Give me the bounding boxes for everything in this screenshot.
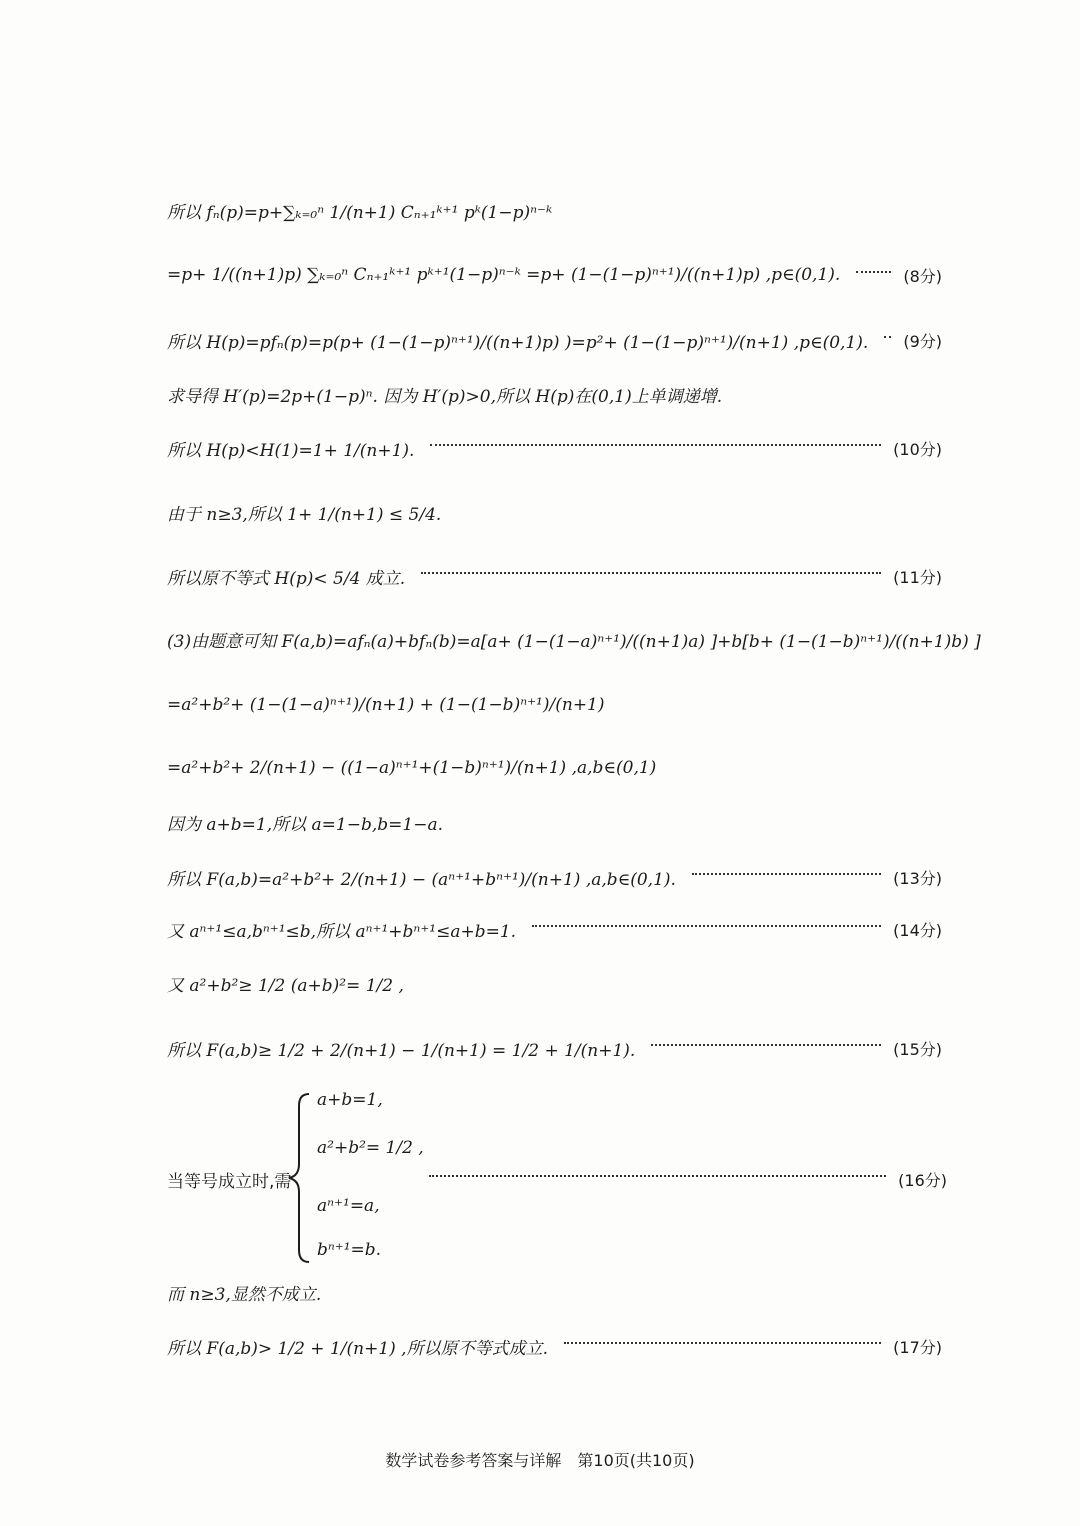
formula-text: =a²+b²+ (1−(1−a)ⁿ⁺¹)/(n+1) + (1−(1−b)ⁿ⁺¹)/(n+1) <box>167 695 605 715</box>
condition-case: aⁿ⁺¹=a, <box>317 1196 380 1216</box>
formula-text: =a²+b²+ 2/(n+1) − ((1−a)ⁿ⁺¹+(1−b)ⁿ⁺¹)/(n+1) ,a,b∈(0,1) <box>167 758 657 778</box>
equality-label: 当等号成立时,需 <box>167 1171 292 1192</box>
solution-line-8 <box>167 622 981 656</box>
score-label: (11分) <box>893 567 942 587</box>
score-label: (13分) <box>893 868 942 888</box>
solution-line-3 <box>167 323 942 357</box>
formula-text: 因为 a+b=1,所以 a=1−b,b=1−a. <box>167 814 443 835</box>
leader-dots <box>884 336 891 338</box>
formula-text: 所以 H(p)=pfₙ(p)=p(p+ (1−(1−p)ⁿ⁺¹)/((n+1)p) )=p²+ (1−(1−p)ⁿ⁺¹)/(n+1) ,p∈(0,1). <box>167 332 869 353</box>
solution-line-12 <box>167 860 942 894</box>
formula-text: 所以 F(a,b)≥ 1/2 + 2/(n+1) − 1/(n+1) = 1/2 + 1/(n+1). <box>167 1040 636 1061</box>
score-label: (9分) <box>903 331 942 351</box>
solution-line-5 <box>167 431 942 465</box>
solution-line-2 <box>167 258 942 292</box>
score-label: (15分) <box>893 1039 942 1059</box>
solution-line-7 <box>167 559 942 593</box>
leader-dots <box>421 572 881 574</box>
formula-text: 所以原不等式 H(p)< 5/4 成立. <box>167 568 406 589</box>
leader-dots <box>651 1044 881 1046</box>
score-label: (16分) <box>898 1170 947 1190</box>
formula-text: 由于 n≥3,所以 1+ 1/(n+1) ≤ 5/4. <box>167 504 442 525</box>
solution-line-14 <box>167 966 404 1000</box>
formula-text: (3)由题意可知 F(a,b)=afₙ(a)+bfₙ(b)=a[a+ (1−(1−a)ⁿ⁺¹)/((n+1)a) ]+b[b+ (1−(1−b)ⁿ⁺¹)/((n+1)b) ] <box>167 631 981 652</box>
formula-text: 而 n≥3,显然不成立. <box>167 1284 322 1305</box>
formula-text: 所以 F(a,b)> 1/2 + 1/(n+1) ,所以原不等式成立. <box>167 1338 548 1359</box>
solution-line-15 <box>167 1031 942 1065</box>
condition-case: bⁿ⁺¹=b. <box>317 1240 382 1260</box>
solution-line-4 <box>167 377 722 411</box>
solution-line-13 <box>167 912 942 946</box>
solution-line-9 <box>167 688 605 722</box>
solution-line-17 <box>167 1329 942 1363</box>
solution-line-1 <box>167 193 552 227</box>
score-label: (10分) <box>893 439 942 459</box>
page-footer: 数学试卷参考答案与详解 第10页(共10页) <box>385 1451 695 1470</box>
condition-case: a²+b²= 1/2 , <box>317 1138 424 1158</box>
solution-line-16 <box>167 1275 321 1309</box>
formula-text: 又 a²+b²≥ 1/2 (a+b)²= 1/2 , <box>167 975 404 996</box>
equality-conditions <box>167 1090 947 1265</box>
formula-text: 所以 F(a,b)=a²+b²+ 2/(n+1) − (aⁿ⁺¹+bⁿ⁺¹)/(n+1) ,a,b∈(0,1). <box>167 869 676 890</box>
score-label: (8分) <box>903 266 942 286</box>
formula-text: 所以 fₙ(p)=p+∑ₖ₌₀ⁿ 1/(n+1) Cₙ₊₁ᵏ⁺¹ pᵏ(1−p)ⁿ⁻ᵏ <box>167 202 553 223</box>
solution-line-10 <box>167 751 656 785</box>
solution-line-11 <box>167 805 443 839</box>
leader-dots <box>429 1175 886 1177</box>
score-label: (17分) <box>893 1337 942 1357</box>
formula-text: =p+ 1/((n+1)p) ∑ₖ₌₀ⁿ Cₙ₊₁ᵏ⁺¹ pᵏ⁺¹(1−p)ⁿ⁻ᵏ =p+ (1−(1−p)ⁿ⁺¹)/((n+1)p) ,p∈(0,1). <box>167 265 841 285</box>
formula-text: 求导得 H′(p)=2p+(1−p)ⁿ. 因为 H′(p)>0,所以 H(p)在(0,1)上单调递增. <box>167 386 723 407</box>
formula-text: 又 aⁿ⁺¹≤a,bⁿ⁺¹≤b,所以 aⁿ⁺¹+bⁿ⁺¹≤a+b=1. <box>167 921 517 942</box>
solution-line-6 <box>167 495 441 529</box>
leader-dots <box>532 925 881 927</box>
leader-dots <box>564 1342 881 1344</box>
condition-case: a+b=1, <box>317 1090 383 1110</box>
formula-text: 所以 H(p)<H(1)=1+ 1/(n+1). <box>167 440 415 461</box>
leader-dots <box>692 873 881 875</box>
leader-dots <box>430 444 881 446</box>
score-label: (14分) <box>893 920 942 940</box>
condition-score-row <box>167 1162 947 1196</box>
leader-dots <box>856 271 891 273</box>
